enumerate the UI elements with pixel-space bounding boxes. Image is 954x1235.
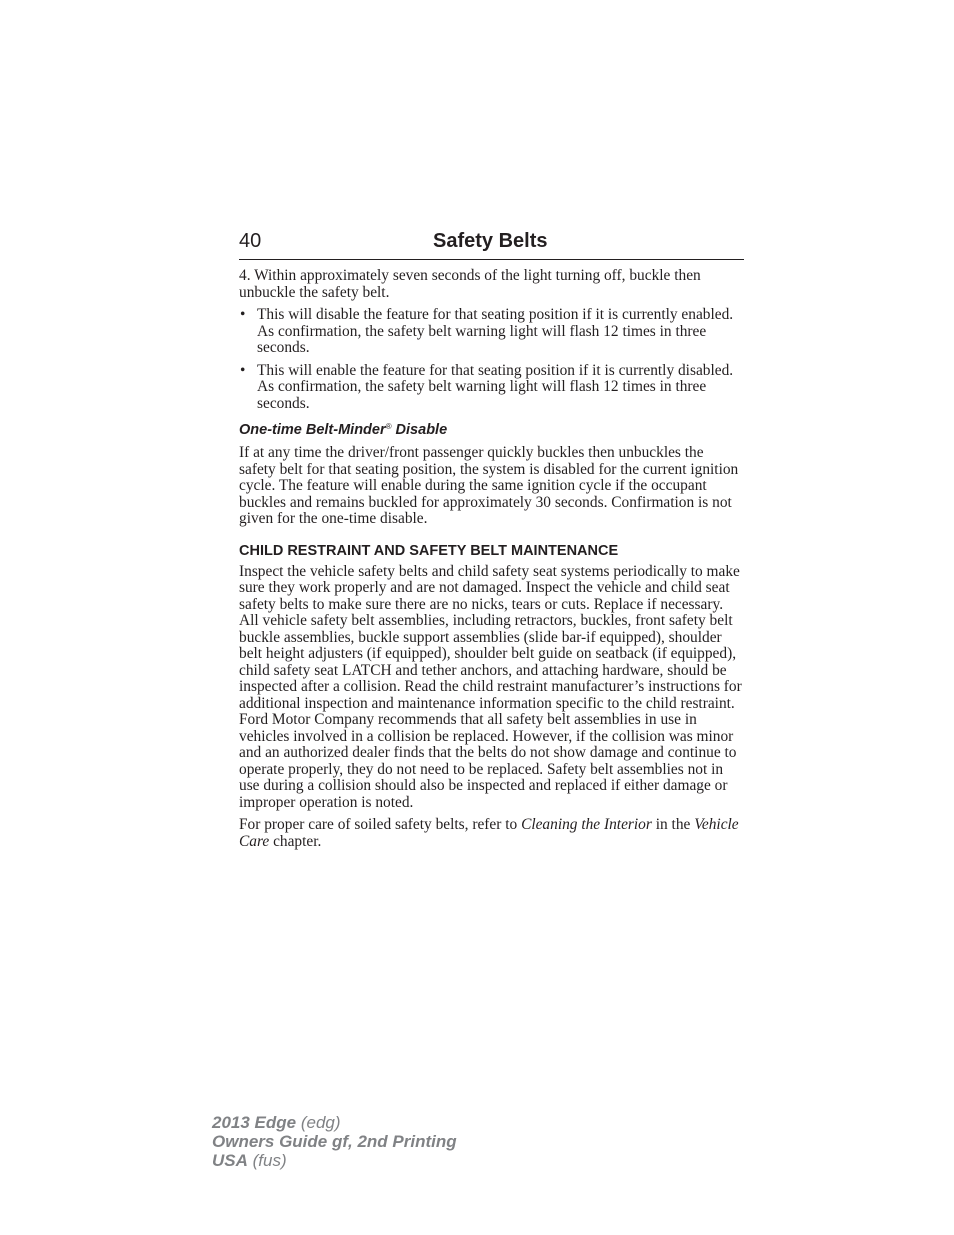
step-4-paragraph: 4. Within approximately seven seconds of the light turning off, buckle then unbuckle the safety belt. bbox=[239, 267, 701, 301]
page-footer bbox=[212, 1113, 457, 1170]
maintenance-heading: CHILD RESTRAINT AND SAFETY BELT MAINTENANCE bbox=[239, 542, 619, 559]
vehicle-care-reference: Vehicle Care bbox=[239, 816, 739, 850]
registered-mark: ® bbox=[385, 422, 392, 431]
cleaning-interior-reference: Cleaning the Interior bbox=[521, 816, 652, 833]
one-time-disable-paragraph: If at any time the driver/front passenger quickly buckles then unbuckles the safety belt for that seating position, the system is disabled for the current ignition cycle. The feature will enable during the same ignition cycle if the occupant buckles and remains buckled for approximately 30 seconds. Confirmation is not given for the one-time disable. bbox=[239, 444, 739, 527]
bullet-item-disable bbox=[239, 307, 744, 357]
care-text-1: For proper care of soiled safety belts, refer to bbox=[239, 816, 522, 833]
footer-line-guide bbox=[212, 1132, 457, 1151]
maintenance-paragraph: Inspect the vehicle safety belts and child safety seat systems periodically to make sure they work properly and are not damaged. Inspect the vehicle and child seat safety belts to make sure there are no nicks, tears or cuts. Replace if necessary. All vehicle safety belt assemblies, including retractors, buckles, front safety belt buckle assemblies, buckle support assemblies (slide bar-if equipped), shoulder belt height adjusters (if equipped), shoulder belt guide on seatback (if equipped), child safety seat LATCH and tether anchors, and attaching hardware, should be inspected after a collision. Read the child restraint manufacturer’s instructions for additional inspection and maintenance information specific to the child restraint. Ford Motor Company recommends that all safety belt assemblies in use in vehicles involved in a collision be replaced. However, if the collision was minor and an authorized dealer finds that the belts do not show damage and continue to operate properly, they do not need to be replaced. Safety belt assemblies not in use during a collision should also be inspected and replaced if either damage or improper operation is noted. bbox=[239, 562, 742, 811]
bullet-text: This will enable the feature for that seating position if it is currently disabled. As confirmation, the safety belt warning light will flash 12 times in three seconds. bbox=[257, 361, 734, 412]
footer-line-market bbox=[212, 1151, 457, 1170]
bullet-icon: • bbox=[240, 306, 246, 323]
main-content bbox=[239, 268, 744, 856]
footer-model-code: (edg) bbox=[296, 1113, 341, 1132]
one-time-disable-subheading bbox=[239, 418, 744, 439]
footer-guide: Owners Guide gf, 2nd Printing bbox=[212, 1132, 457, 1151]
subheading-text: One-time Belt-Minder bbox=[239, 422, 386, 438]
bullet-text: This will disable the feature for that seating position if it is currently enabled. As confirmation, the safety belt warning light will flash 12 times in three seconds. bbox=[257, 306, 734, 356]
footer-market: USA bbox=[212, 1151, 248, 1170]
confirmation-bullet-list bbox=[239, 307, 744, 412]
bullet-item-enable bbox=[239, 363, 744, 413]
footer-line-model bbox=[212, 1113, 457, 1132]
bullet-icon: • bbox=[240, 361, 246, 379]
care-text-2: in the bbox=[651, 816, 695, 833]
care-paragraph bbox=[239, 817, 744, 850]
page-header bbox=[239, 229, 744, 260]
care-text-3: chapter. bbox=[269, 832, 322, 850]
footer-model: 2013 Edge bbox=[212, 1113, 297, 1132]
footer-market-code: (fus) bbox=[247, 1151, 287, 1170]
subheading-tail: Disable bbox=[391, 422, 448, 438]
section-title: Safety Belts bbox=[433, 230, 548, 252]
page-number: 40 bbox=[239, 230, 262, 252]
